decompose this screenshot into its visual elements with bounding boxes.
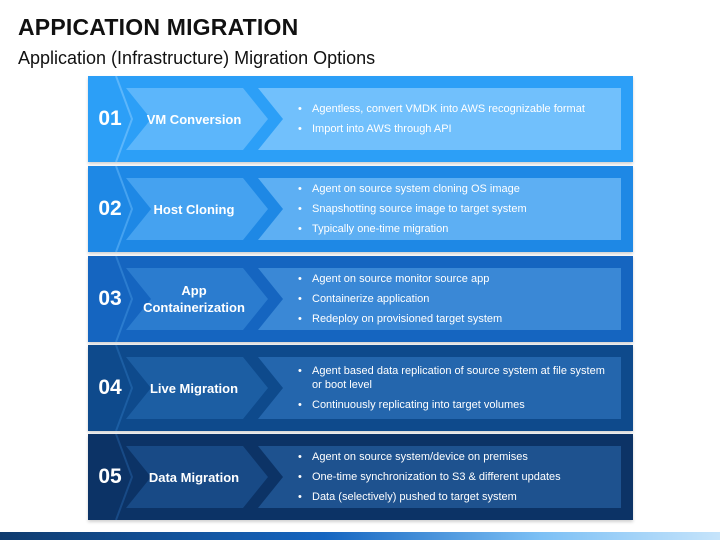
bullet-item: • Typically one-time migration [296, 222, 616, 236]
option-row [88, 256, 633, 342]
option-bullets [296, 345, 616, 431]
option-row [88, 76, 633, 162]
option-number: 04 [98, 376, 122, 399]
bullet-item: • One-time synchronization to S3 & different updates [296, 470, 616, 484]
option-row [88, 166, 633, 252]
footer-bar [0, 532, 720, 540]
bullet-item: • Agent on source system cloning OS image [296, 182, 616, 196]
option-row [88, 434, 633, 520]
bullet-item: • Data (selectively) pushed to target system [296, 490, 616, 504]
option-bullets [296, 76, 616, 162]
option-row [88, 345, 633, 431]
bullet-item: • Agent based data replication of source system at file system or boot level [296, 364, 616, 392]
option-bullets [296, 256, 616, 342]
bullet-item: • Redeploy on provisioned target system [296, 312, 616, 326]
option-label: App Containerization [143, 283, 245, 315]
option-number: 02 [98, 197, 122, 220]
option-bullets [296, 166, 616, 252]
option-number: 03 [98, 287, 122, 310]
option-label: Data Migration [148, 469, 240, 485]
option-label: VM Conversion [146, 111, 242, 127]
bullet-item: • Agentless, convert VMDK into AWS recognizable format [296, 102, 616, 116]
slide-subtitle: Application (Infrastructure) Migration Options [18, 48, 376, 68]
bullet-item: • Continuously replicating into target volumes [296, 398, 616, 412]
option-number: 01 [98, 107, 122, 130]
bullet-item: • Agent on source system/device on premises [296, 450, 616, 464]
option-bullets [296, 434, 616, 520]
bullet-item: • Agent on source monitor source app [296, 272, 616, 286]
option-label: Host Cloning [153, 201, 235, 217]
option-number: 05 [98, 465, 122, 488]
slide-title: APPICATION MIGRATION [18, 14, 299, 40]
bullet-item: • Snapshotting source image to target system [296, 202, 616, 216]
bullet-item: • Containerize application [296, 292, 616, 306]
option-label: Live Migration [149, 380, 239, 396]
bullet-item: • Import into AWS through API [296, 122, 616, 136]
